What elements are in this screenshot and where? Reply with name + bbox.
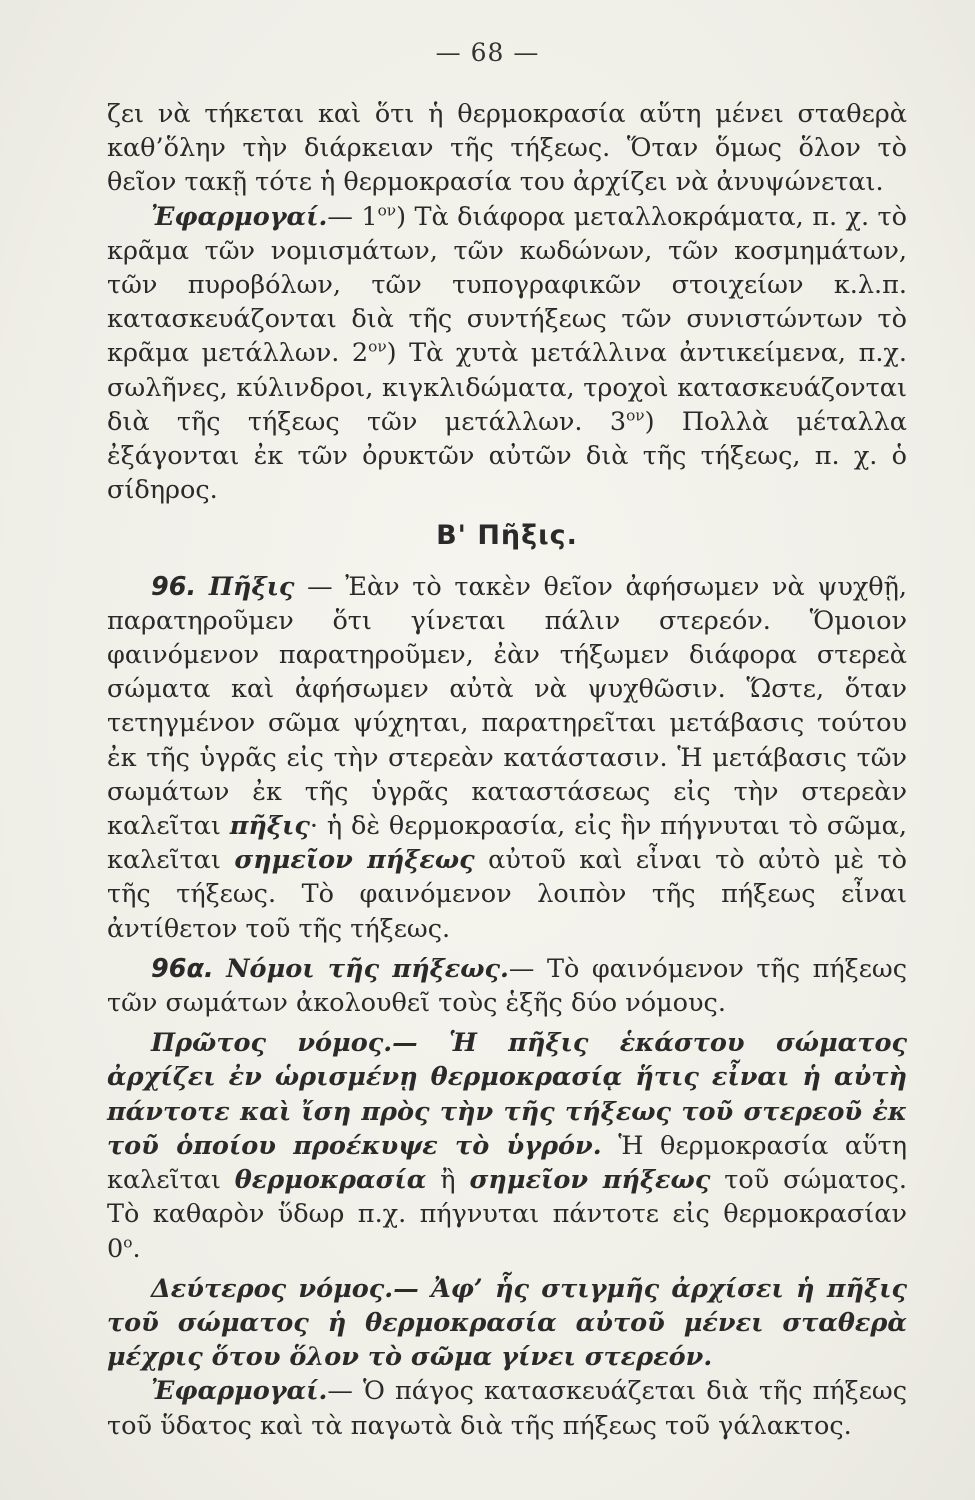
- paragraph-applications-melting: Ἐφαρμογαί.— $1^{o\nu}$) Τὰ διάφορα μεταλλοκράματα, π. χ. τὸ κρᾶμα τῶν νομισμάτων, τῶν κωδώνων, τῶν κοσμημάτων, τῶν πυροβόλων, τῶν τυπογραφικῶν στοιχείων κ.λ.π. κατασκευάζονται διὰ τῆς συντήξεως τῶν συνιστώντων τὸ κρᾶμα μετάλλων. $2^{o\nu}$) Τὰ χυτὰ μετάλλινα ἀντικείμενα, π.χ. σωλῆνες, κύλινδροι, κιγκλιδώματα, τροχοὶ κατασκευάζονται διὰ τῆς τήξεως τῶν μετάλλων. $3^{o\nu}$) Πολλὰ μέταλλα ἐξάγονται ἐκ τῶν ὀρυκτῶν αὐτῶν διὰ τῆς τήξεως, π. χ. ὁ σίδηρος.: [107, 201, 907, 506]
- first-law-label: Πρῶτος νόμος.: [151, 1028, 393, 1059]
- paragraph-applications-freezing: Ἐφαρμογαί.— Ὁ πάγος κατασκευάζεται διὰ τῆς πήξεως τοῦ ὕδατος καὶ τὰ παγωτὰ διὰ τῆς πήξεως τοῦ γάλακτος.: [107, 1376, 907, 1441]
- term-freezing-point: σημεῖον πήξεως: [234, 845, 475, 876]
- applications-heading-2: Ἐφαρμογαί.: [151, 1376, 328, 1407]
- term-freezing-point-2: σημεῖον πήξεως: [469, 1165, 711, 1196]
- page-body: [107, 97, 907, 1443]
- paragraph-first-law: Πρῶτος νόμος.— Ἡ πῆξις ἑκάστου σώματος ἀρχίζει ἐν ὡρισμένῃ θερμοκρασίᾳ ἥτις εἶναι ἡ αὐτὴ πάντοτε καὶ ἴση πρὸς τὴν τῆς τήξεως τοῦ στερεοῦ ἐκ τοῦ ὁποίου προέκυψε τὸ ὑγρόν. Ἡ θερμοκρασία αὕτη καλεῖται θερμοκρασία ἢ σημεῖον πήξεως τοῦ σώματος. Τὸ καθαρὸν ὕδωρ π.χ. πήγνυται πάντοτε εἰς θερμοκρασίαν $0^o$.: [107, 1028, 907, 1264]
- section-number-96a: 96α.: [151, 953, 214, 984]
- applications-heading: Ἐφαρμογαί.: [151, 201, 328, 232]
- page-number: — 68 —: [435, 38, 540, 67]
- first-law-statement: — Ἡ πῆξις ἑκάστου σώματος ἀρχίζει ἐν ὡρισμένῃ θερμοκρασίᾳ ἥτις εἶναι ἡ αὐτὴ πάντοτε καὶ ἴση πρὸς τὴν τῆς τήξεως τοῦ στερεοῦ ἐκ τοῦ ὁποίου προέκυψε τὸ ὑγρόν.: [107, 1028, 907, 1161]
- paragraph-96a: 96α. Νόμοι τῆς πήξεως.— Τὸ φαινόμενον τῆς πήξεως τῶν σωμάτων ἀκολουθεῖ τοὺς ἑξῆς δύο νόμους.: [107, 953, 907, 1019]
- second-law-statement: — Ἀφ’ ἧς στιγμῆς ἀρχίσει ἡ πῆξις τοῦ σώματος ἡ θερμοκρασία αὐτοῦ μένει σταθερὰ μέχρις ὅτου ὅλον τὸ σῶμα γίνει στερεόν.: [107, 1273, 907, 1373]
- paragraph-second-law: [107, 1272, 907, 1375]
- section-heading: Β' Πῆξις.: [436, 520, 578, 552]
- section-number-96: 96.: [151, 571, 197, 602]
- section-title-96: Πῆξις: [208, 571, 295, 602]
- term-temperature: θερμοκρασία: [234, 1165, 427, 1196]
- paragraph-intro: ζει νὰ τήκεται καὶ ὅτι ἡ θερμοκρασία αὕτη μένει σταθερὰ καθ’ὅλην τὴν διάρκειαν τῆς τήξεως. Ὅταν ὅμως ὅλον τὸ θεῖον τακῇ τότε ἡ θερμοκρασία του ἀρχίζει νὰ ἀνυψώνεται.: [107, 99, 907, 198]
- second-law-label: Δεύτερος νόμος.: [151, 1273, 394, 1304]
- section-title-96a: Νόμοι τῆς πήξεως.: [226, 953, 509, 984]
- paragraph-96: 96. Πῆξις — Ἐὰν τὸ τακὲν θεῖον ἀφήσωμεν νὰ ψυχθῇ, παρατηροῦμεν ὅτι γίνεται πάλιν στερεόν. Ὅμοιον φαινόμενον παρατηροῦμεν, ἐὰν τήξωμεν διάφορα στερεὰ σώματα καὶ ἀφήσωμεν αὐτὰ νὰ ψυχθῶσιν. Ὥστε, ὅταν τετηγμένον σῶμα ψύχηται, παρατηρεῖται μετάβασις τούτου ἐκ τῆς ὑγρᾶς εἰς τὴν στερεὰν κατάστασιν. Ἡ μετάβασις τῶν σωμάτων ἐκ τῆς ὑγρᾶς καταστάσεως εἰς τὴν στερεὰν καλεῖται πῆξις· ἡ δὲ θερμοκρασία, εἰς ἣν πήγνυται τὸ σῶμα, καλεῖται σημεῖον πήξεως αὐτοῦ καὶ εἶναι τὸ αὐτὸ μὲ τὸ τῆς τήξεως. Τὸ φαινόμενον λοιπὸν τῆς πήξεως εἶναι ἀντίθετον τοῦ τῆς τήξεως.: [107, 571, 908, 944]
- term-freezing: πῆξις: [229, 811, 310, 842]
